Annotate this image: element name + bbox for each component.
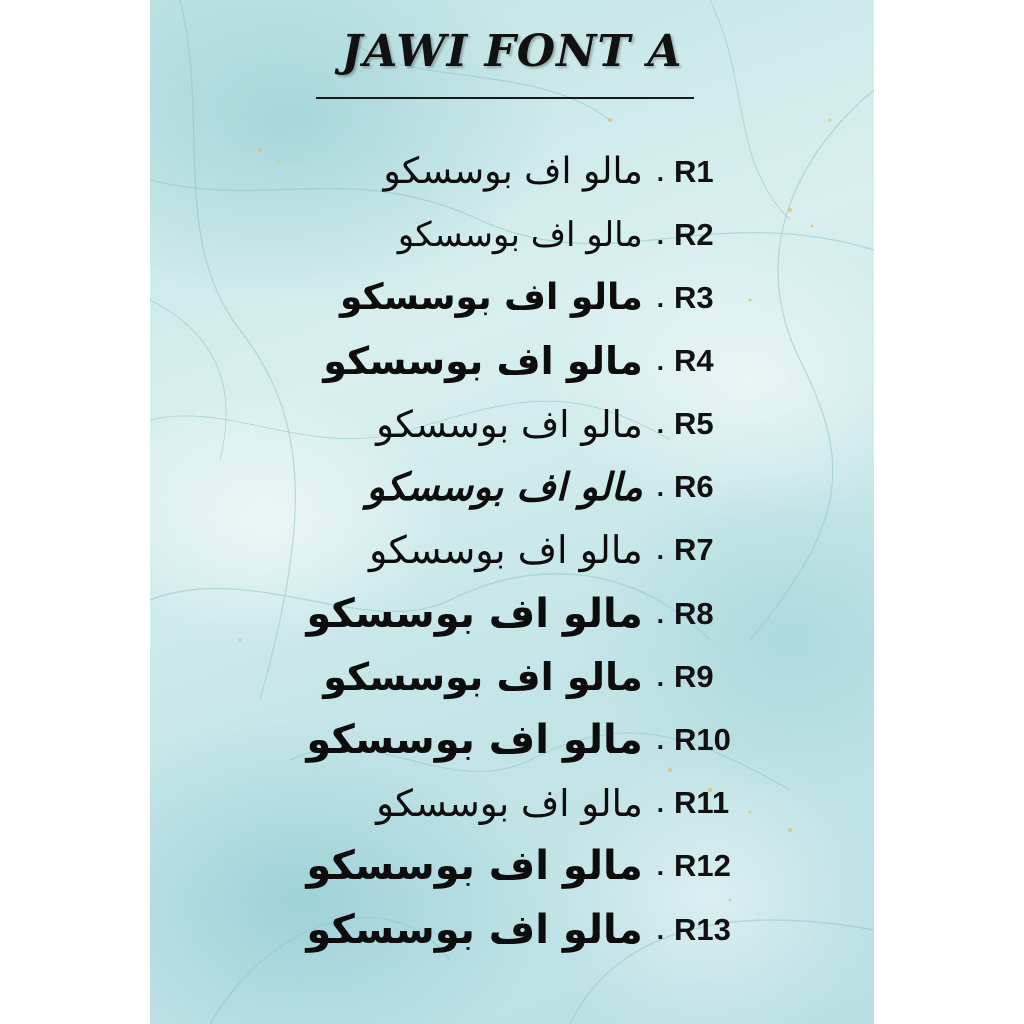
font-code-label: R11 <box>674 785 730 820</box>
font-sample-row <box>376 394 736 454</box>
font-sample-row <box>323 647 736 707</box>
jawi-sample-text: مالو اف بوسسكو <box>383 151 643 192</box>
row-separator: . <box>656 156 664 187</box>
font-sample-row <box>340 268 736 328</box>
font-code-label: R8 <box>674 596 714 631</box>
page-title: JAWI FONT A <box>341 26 683 77</box>
jawi-sample-text: مالو اف بوسسكو <box>323 339 643 383</box>
row-separator: . <box>656 914 664 945</box>
font-code-label: R13 <box>674 912 731 947</box>
row-separator: . <box>656 661 664 692</box>
jawi-sample-text: مالو اف بوسسكو <box>306 717 643 763</box>
row-separator: . <box>656 787 664 818</box>
font-code-label: R5 <box>674 406 714 441</box>
font-sample-row <box>376 773 736 833</box>
font-code-label: R9 <box>674 659 714 694</box>
jawi-sample-text: مالو اف بوسسكو <box>376 781 643 825</box>
jawi-sample-text: مالو اف بوسسكو <box>306 907 643 953</box>
row-separator: . <box>656 850 664 881</box>
row-separator: . <box>656 598 664 629</box>
marble-poster <box>150 0 874 1024</box>
jawi-sample-text: مالو اف بوسسكو <box>376 402 643 446</box>
font-code-label: R3 <box>674 280 714 315</box>
title-divider <box>316 97 694 99</box>
jawi-sample-text: مالو اف بوسسكو <box>397 215 643 255</box>
row-separator: . <box>656 534 664 565</box>
jawi-sample-text: مالو اف بوسسكو <box>306 843 643 889</box>
jawi-sample-text: مالو اف بوسسكو <box>340 277 643 318</box>
font-sample-row <box>398 205 736 265</box>
font-sample-row <box>306 710 736 770</box>
jawi-sample-text: مالو اف بوسسكو <box>306 591 643 637</box>
font-code-label: R7 <box>674 532 714 567</box>
font-sample-row <box>306 836 736 896</box>
row-separator: . <box>656 282 664 313</box>
font-code-label: R10 <box>674 722 731 757</box>
row-separator: . <box>656 408 664 439</box>
jawi-sample-text: مالو اف بوسسكو <box>368 528 643 572</box>
font-sample-row <box>306 584 736 644</box>
row-separator: . <box>656 724 664 755</box>
font-sample-row <box>383 142 736 202</box>
font-sample-row <box>306 900 736 960</box>
font-code-label: R12 <box>674 848 731 883</box>
row-separator: . <box>656 219 664 250</box>
jawi-sample-text: مالو اف بوسسكو <box>366 465 643 509</box>
font-code-label: R1 <box>674 154 714 189</box>
font-sample-row <box>323 331 736 391</box>
font-sample-row <box>369 520 736 580</box>
font-code-label: R4 <box>674 343 714 378</box>
font-code-label: R2 <box>674 217 714 252</box>
row-separator: . <box>656 471 664 502</box>
jawi-sample-text: مالو اف بوسسكو <box>323 655 643 699</box>
row-separator: . <box>656 345 664 376</box>
font-code-label: R6 <box>674 469 714 504</box>
font-sample-row <box>367 457 736 517</box>
